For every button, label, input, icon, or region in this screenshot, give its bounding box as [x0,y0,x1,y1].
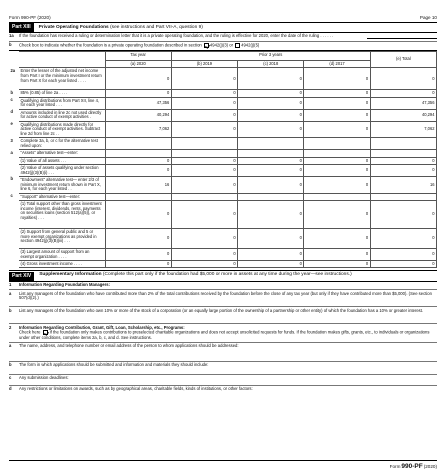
row-label: 85% (0.85) of line 2a . . . . [19,90,105,97]
line-1b-managers: b List any managers of the foundation who own 10% or more of the stock of a corporation (or an equally large portion of the ownership of a partnership or other entity) of which the foundation has a 10% or greater interest. [9,307,437,324]
table-row [9,157,437,164]
row-label: Amounts included in line 2c not used directly for active conduct of exempt activities . [19,109,105,121]
value-cell[interactable]: 7,062 [105,121,171,138]
form-number: 990-PF [401,462,423,470]
value-cell [304,150,370,157]
row-label: Enter the lesser of the adjusted net income from Part I or the minimum investment return from Part X for each year listed . . . . [19,68,105,90]
part13-title: Private Operating Foundations [38,24,109,30]
checkbox-4942j5[interactable] [235,43,240,48]
value-cell [370,150,436,157]
value-cell[interactable]: 0 [304,109,370,121]
value-cell[interactable]: 0 [238,121,304,138]
row-label: "Endowment" alternative test— enter 2/3 of minimum investment return shown in Part X, line 6, for each year listed . . [19,177,105,194]
table-row [9,97,437,109]
value-cell[interactable]: 0 [238,68,304,90]
value-cell [171,138,237,150]
value-cell [171,150,237,157]
value-cell[interactable]: 0 [105,229,171,249]
value-cell[interactable]: 0 [238,249,304,261]
row-label: (3) Largest amount of support from an exempt organization . . . . [19,249,105,261]
value-cell[interactable]: 40,294 [370,109,436,121]
line-2c: c Any submission deadlines: [9,375,437,386]
value-cell[interactable]: 0 [171,90,237,97]
part14-tag: Part XIV [9,272,34,281]
table-row [9,68,437,90]
value-cell[interactable]: 0 [304,261,370,268]
value-cell [171,193,237,200]
value-cell[interactable]: 0 [171,177,237,194]
value-cell [370,193,436,200]
line-2d: d Any restrictions or limitations on awards, such as by geographical areas, charitable fields, kinds of institutions, or other factors: [9,385,253,391]
table-row [9,121,437,138]
row-number: b [10,89,14,95]
value-cell[interactable]: 0 [304,68,370,90]
value-cell[interactable]: 0 [171,157,237,164]
value-cell[interactable]: 0 [304,177,370,194]
value-cell[interactable]: 0 [105,90,171,97]
col-2018: (c) 2018 [238,61,304,68]
value-cell[interactable]: 0 [370,157,436,164]
value-cell[interactable]: 0 [171,229,237,249]
part13-tag: Part XIII [9,23,34,32]
page-footer: Form 990-PF (2020) [9,460,437,470]
row-label: (1) Value of all assets . . . [19,157,105,164]
line-2b: b The form in which applications should be submitted and information and materials they should include: [9,362,437,375]
value-cell [238,138,304,150]
value-cell [238,193,304,200]
line-1a-managers: a List any managers of the foundation who have contributed more than 2% of the total contributions received by the foundation before the close of any tax year (but only if they have contributed more than $5,000). (See section 507(d)(2).) [9,290,437,307]
value-cell[interactable]: 0 [370,249,436,261]
value-cell[interactable]: 0 [171,121,237,138]
value-cell[interactable]: 47,356 [370,97,436,109]
value-cell [105,138,171,150]
value-cell[interactable]: 0 [370,201,436,229]
value-cell [304,138,370,150]
page-header [9,9,437,23]
row-number: 3 [10,137,13,143]
value-cell[interactable]: 7,062 [370,121,436,138]
value-cell [370,138,436,150]
value-cell[interactable]: 0 [304,121,370,138]
table-row [9,229,437,249]
row-number: b [10,176,14,182]
value-cell[interactable]: 0 [304,97,370,109]
value-cell[interactable]: 0 [238,165,304,177]
table-row [9,261,437,268]
value-cell[interactable]: 0 [238,261,304,268]
row-number [9,201,19,229]
value-cell[interactable]: 0 [105,201,171,229]
row-label: "Support" alternative test—enter: [19,193,105,200]
row-label: Complete 3a, b, or c for the alternative test relied upon: [19,138,105,150]
page-label: Page 10 [419,15,437,21]
table-row [9,201,437,229]
value-cell[interactable]: 0 [105,68,171,90]
row-number [9,165,19,177]
value-cell[interactable]: 0 [105,157,171,164]
row-label: (1) Total support other than gross investment income (interest, dividends, rents, payments on securities loans (section 512(a)(5)), or royalties) . . . [19,201,105,229]
value-cell[interactable]: 0 [370,165,436,177]
value-cell[interactable]: 0 [304,201,370,229]
table-row [9,90,437,97]
table-row [9,165,437,177]
value-cell[interactable]: 0 [304,157,370,164]
preselected-only-checkbox[interactable] [43,330,48,335]
value-cell[interactable]: 0 [304,90,370,97]
table-row [9,193,437,200]
table-row [9,177,437,194]
table-row [9,109,437,121]
part14-title: Supplementary Information [39,272,102,278]
value-cell[interactable]: 0 [238,229,304,249]
row-label: Qualifying distributions made directly for active conduct of exempt activities. Subtract line 2d from line 2c . . [19,121,105,138]
row-number [9,157,19,164]
value-cell[interactable]: 16 [370,177,436,194]
value-cell[interactable]: 0 [238,97,304,109]
row-number [9,249,19,261]
row-label: "Assets" alternative test—enter: [19,150,105,157]
value-cell[interactable]: 0 [171,165,237,177]
value-cell [304,193,370,200]
table-row [9,138,437,150]
value-cell[interactable]: 0 [238,177,304,194]
value-cell[interactable]: 47,356 [105,97,171,109]
checkbox-4942j3[interactable] [204,43,209,48]
value-cell[interactable]: 0 [171,201,237,229]
value-cell[interactable]: 0 [238,109,304,121]
col-2019: (b) 2019 [171,61,237,68]
value-cell[interactable]: 0 [370,229,436,249]
row-number [9,261,19,268]
ruling-date-field[interactable] [367,34,437,39]
line-1: 1 Information Regarding Foundation Managers: [9,282,437,290]
part14-header [9,270,437,282]
part14-title-note: (Complete this part only if the foundation had $5,000 or more in assets at any time during the year—see instructions.) [102,272,352,278]
value-cell [105,150,171,157]
value-cell[interactable]: 0 [370,68,436,90]
row-number: d [10,109,14,115]
value-cell[interactable]: 0 [238,201,304,229]
row-label: (2) Value of assets qualifying under section 4942(j)(3)(B)(i) . . . [19,165,105,177]
row-number: a [10,149,13,155]
line-2a: a The name, address, and telephone number or email address of the person to whom applications should be addressed: [9,343,437,362]
value-cell[interactable]: 0 [105,261,171,268]
value-cell[interactable]: 0 [304,165,370,177]
row-number: e [10,121,13,127]
value-cell[interactable]: 40,294 [105,109,171,121]
row-number: c [10,193,13,199]
value-cell[interactable]: 0 [105,165,171,177]
row-label: (2) Support from general public and 5 or more exempt organizations as provided in section 4942(j)(3)(B)(iii) . . . [19,229,105,249]
line-1a-text: If the foundation has received a ruling or determination letter that it is a private operating foundation, and the ruling is effective for 2020, enter the date of the ruling . . . . . . [19,33,334,39]
col-prior-3: Prior 3 years [171,52,370,61]
value-cell[interactable]: 0 [105,249,171,261]
row-number: 2a [10,67,16,73]
col-2017: (d) 2017 [304,61,370,68]
value-cell[interactable]: 0 [238,90,304,97]
value-cell[interactable]: 0 [304,249,370,261]
form-label: Form 990-PF (2020) [9,15,51,21]
line-1b-text: Check box to indicate whether the foundation is a private operating foundation described in section [19,42,202,48]
value-cell[interactable]: 0 [238,157,304,164]
value-cell[interactable]: 0 [171,249,237,261]
part13-title-note: (see instructions and Part VII-A, question 9) [110,24,203,30]
value-cell[interactable]: 0 [171,261,237,268]
line-2: 2 Information Regarding Contribution, Grant, Gift, Loan, Scholarship, etc., Programs: Check here if the foundation only makes contributions to preselected charitable organizations and does not accept unsolicited requests for funds. If the foundation makes gifts, grants, etc., to individuals or organizations under other conditions, complete items 2a, b, c, and d. See instructions. [9,324,437,342]
row-label: (4) Gross investment income . . . . [19,261,105,268]
col-2020: (a) 2020 [105,61,171,68]
value-cell[interactable]: 0 [171,68,237,90]
table-row [9,150,437,157]
part13-header [9,23,437,33]
value-cell[interactable]: 0 [171,97,237,109]
value-cell[interactable]: 16 [105,177,171,194]
value-cell[interactable]: 0 [304,229,370,249]
row-number [9,229,19,249]
value-cell[interactable]: 0 [171,109,237,121]
value-cell [238,150,304,157]
row-number: c [10,97,13,103]
line-1b: b Check box to indicate whether the foundation is a private operating foundation described in section 4942(j)(3) or 4942(j)(5) [9,42,437,51]
row-label: Qualifying distributions from Part XII, line 4, for each year listed . . . [19,97,105,109]
col-total: (e) Total [370,52,436,68]
part13-table [9,51,437,268]
line-1a: 1a If the foundation has received a ruling or determination letter that it is a private operating foundation, and the ruling is effective for 2020, enter the date of the ruling . . . . . . [9,33,437,42]
value-cell[interactable]: 0 [370,90,436,97]
col-tax-year: Tax year [105,52,171,61]
value-cell[interactable]: 0 [370,261,436,268]
value-cell [105,193,171,200]
table-row [9,249,437,261]
